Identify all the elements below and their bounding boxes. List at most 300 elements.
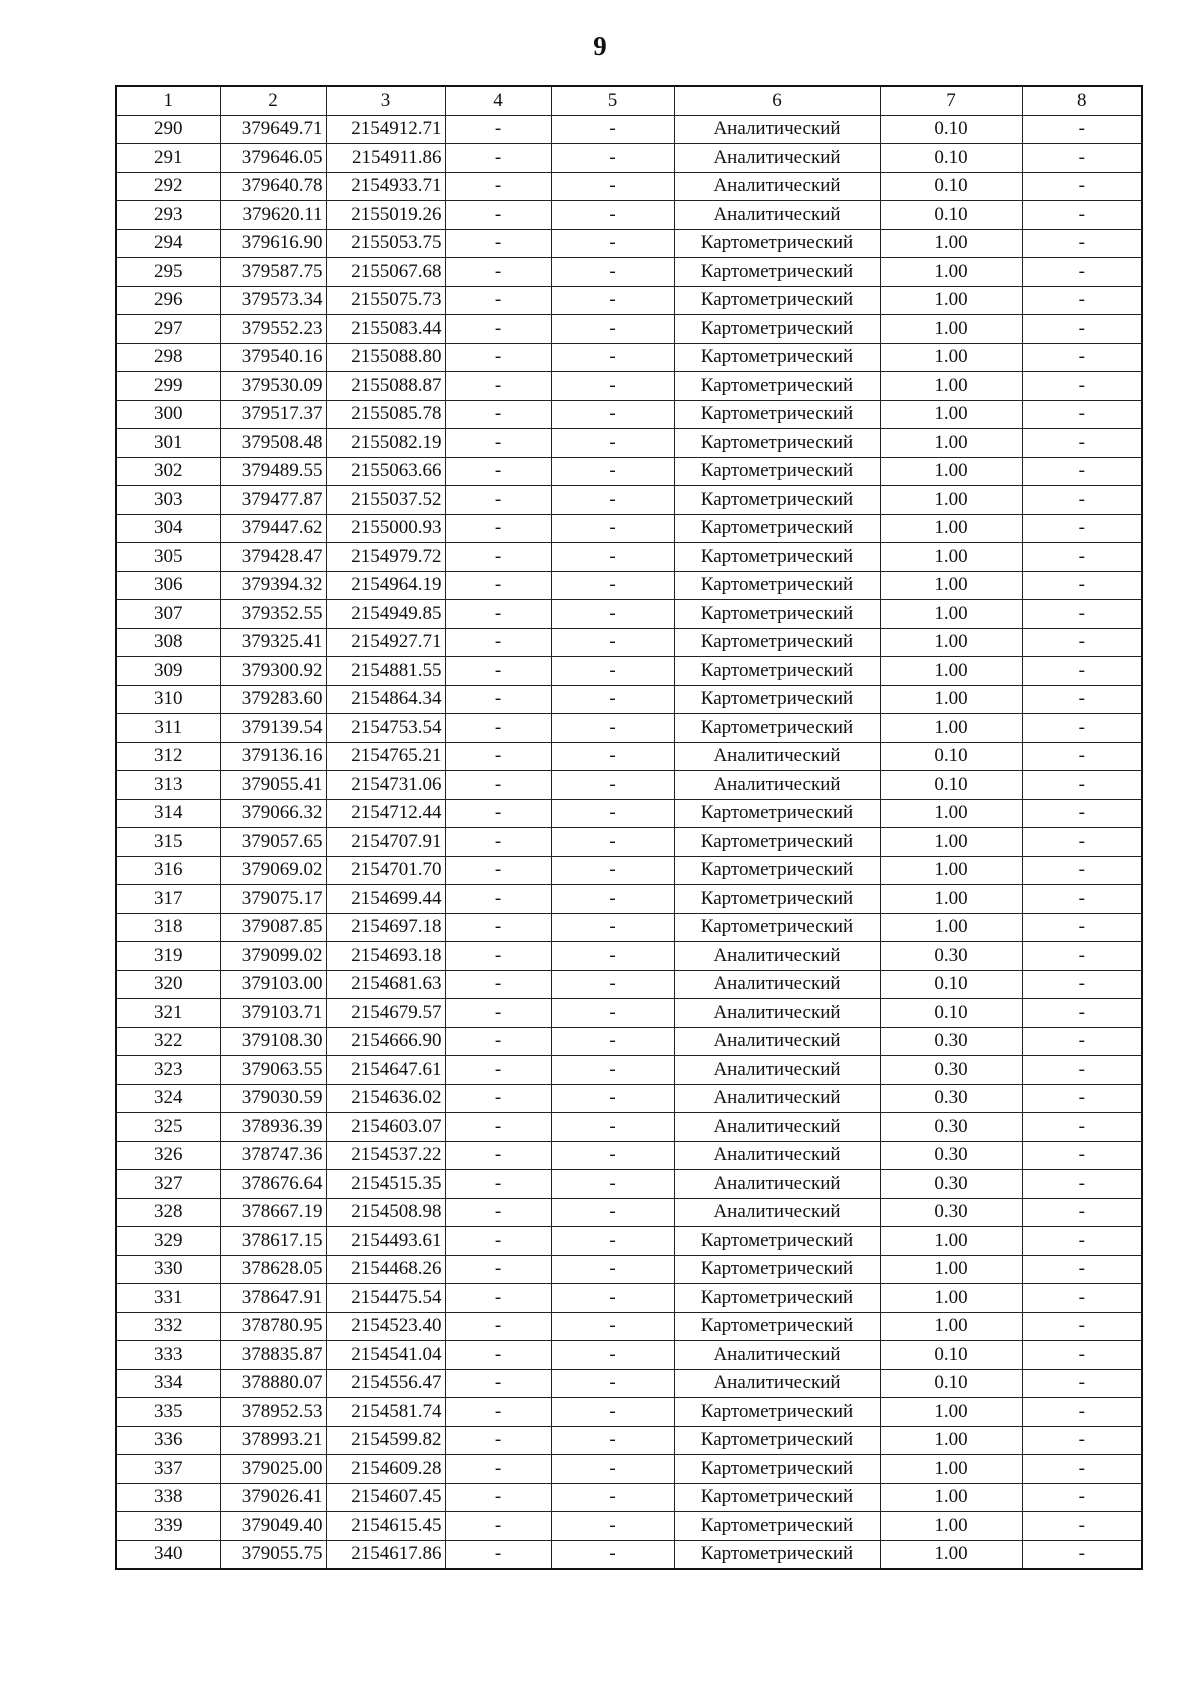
accuracy-cell: 1.00 [880,514,1022,543]
col4-cell: - [445,543,551,572]
col8-cell: - [1022,144,1142,173]
y-coordinate-cell: 2154541.04 [326,1341,445,1370]
table-row [116,600,1142,629]
accuracy-cell: 1.00 [880,856,1022,885]
method-cell: Картометрический [674,514,880,543]
col5-cell: - [551,1455,674,1484]
x-coordinate-cell: 379030.59 [220,1084,326,1113]
point-number-cell: 308 [116,628,220,657]
point-number-cell: 319 [116,942,220,971]
method-cell: Аналитический [674,942,880,971]
y-coordinate-cell: 2154609.28 [326,1455,445,1484]
col8-cell: - [1022,1398,1142,1427]
point-number-cell: 322 [116,1027,220,1056]
accuracy-cell: 1.00 [880,1540,1022,1569]
y-coordinate-cell: 2154636.02 [326,1084,445,1113]
col8-cell: - [1022,400,1142,429]
col4-cell: - [445,1369,551,1398]
col4-cell: - [445,828,551,857]
x-coordinate-cell: 379057.65 [220,828,326,857]
y-coordinate-cell: 2155075.73 [326,286,445,315]
table-row [116,714,1142,743]
table-row [116,1056,1142,1085]
table-row [116,1084,1142,1113]
point-number-cell: 293 [116,201,220,230]
col8-cell: - [1022,229,1142,258]
table-row [116,1426,1142,1455]
accuracy-cell: 1.00 [880,714,1022,743]
x-coordinate-cell: 379063.55 [220,1056,326,1085]
accuracy-cell: 0.10 [880,999,1022,1028]
accuracy-cell: 0.30 [880,1170,1022,1199]
y-coordinate-cell: 2154707.91 [326,828,445,857]
col5-cell: - [551,714,674,743]
y-coordinate-cell: 2154979.72 [326,543,445,572]
accuracy-cell: 1.00 [880,229,1022,258]
col5-cell: - [551,172,674,201]
col8-cell: - [1022,628,1142,657]
y-coordinate-cell: 2154617.86 [326,1540,445,1569]
y-coordinate-cell: 2154647.61 [326,1056,445,1085]
x-coordinate-cell: 379283.60 [220,685,326,714]
x-coordinate-cell: 378780.95 [220,1312,326,1341]
col8-cell: - [1022,543,1142,572]
method-cell: Картометрический [674,457,880,486]
col4-cell: - [445,315,551,344]
x-coordinate-cell: 379075.17 [220,885,326,914]
col4-cell: - [445,514,551,543]
x-coordinate-cell: 378628.05 [220,1255,326,1284]
table-row [116,1170,1142,1199]
table-row [116,1512,1142,1541]
x-coordinate-cell: 379428.47 [220,543,326,572]
table-row [116,1255,1142,1284]
x-coordinate-cell: 378936.39 [220,1113,326,1142]
accuracy-cell: 1.00 [880,1398,1022,1427]
y-coordinate-cell: 2154964.19 [326,571,445,600]
table-row [116,1540,1142,1569]
x-coordinate-cell: 378993.21 [220,1426,326,1455]
point-number-cell: 329 [116,1227,220,1256]
x-coordinate-cell: 378880.07 [220,1369,326,1398]
column-header: 3 [326,86,445,115]
table-row [116,1198,1142,1227]
col4-cell: - [445,1341,551,1370]
method-cell: Аналитический [674,1141,880,1170]
table-row [116,315,1142,344]
accuracy-cell: 0.30 [880,942,1022,971]
col5-cell: - [551,1312,674,1341]
col5-cell: - [551,258,674,287]
col8-cell: - [1022,942,1142,971]
col8-cell: - [1022,1170,1142,1199]
accuracy-cell: 1.00 [880,828,1022,857]
method-cell: Картометрический [674,400,880,429]
col5-cell: - [551,1027,674,1056]
y-coordinate-cell: 2155088.87 [326,372,445,401]
point-number-cell: 327 [116,1170,220,1199]
col8-cell: - [1022,885,1142,914]
accuracy-cell: 0.10 [880,771,1022,800]
col8-cell: - [1022,799,1142,828]
method-cell: Картометрический [674,486,880,515]
y-coordinate-cell: 2154515.35 [326,1170,445,1199]
x-coordinate-cell: 378835.87 [220,1341,326,1370]
col8-cell: - [1022,1084,1142,1113]
accuracy-cell: 1.00 [880,543,1022,572]
y-coordinate-cell: 2155019.26 [326,201,445,230]
method-cell: Аналитический [674,201,880,230]
x-coordinate-cell: 379517.37 [220,400,326,429]
point-number-cell: 333 [116,1341,220,1370]
method-cell: Картометрический [674,258,880,287]
y-coordinate-cell: 2155083.44 [326,315,445,344]
col8-cell: - [1022,1056,1142,1085]
point-number-cell: 299 [116,372,220,401]
accuracy-cell: 1.00 [880,486,1022,515]
y-coordinate-cell: 2155053.75 [326,229,445,258]
col5-cell: - [551,1540,674,1569]
col5-cell: - [551,885,674,914]
col4-cell: - [445,742,551,771]
method-cell: Аналитический [674,1198,880,1227]
x-coordinate-cell: 379477.87 [220,486,326,515]
point-number-cell: 321 [116,999,220,1028]
x-coordinate-cell: 379069.02 [220,856,326,885]
x-coordinate-cell: 379489.55 [220,457,326,486]
x-coordinate-cell: 379646.05 [220,144,326,173]
accuracy-cell: 0.30 [880,1027,1022,1056]
col8-cell: - [1022,657,1142,686]
col4-cell: - [445,771,551,800]
x-coordinate-cell: 379055.41 [220,771,326,800]
col8-cell: - [1022,115,1142,144]
point-number-cell: 302 [116,457,220,486]
col4-cell: - [445,799,551,828]
x-coordinate-cell: 379447.62 [220,514,326,543]
table-row [116,229,1142,258]
accuracy-cell: 0.10 [880,172,1022,201]
col5-cell: - [551,457,674,486]
y-coordinate-cell: 2154697.18 [326,913,445,942]
col5-cell: - [551,229,674,258]
col8-cell: - [1022,315,1142,344]
x-coordinate-cell: 379108.30 [220,1027,326,1056]
col4-cell: - [445,1113,551,1142]
col8-cell: - [1022,1483,1142,1512]
col4-cell: - [445,913,551,942]
col5-cell: - [551,799,674,828]
col8-cell: - [1022,1312,1142,1341]
col8-cell: - [1022,1027,1142,1056]
accuracy-cell: 1.00 [880,429,1022,458]
col4-cell: - [445,201,551,230]
col8-cell: - [1022,1512,1142,1541]
col8-cell: - [1022,714,1142,743]
x-coordinate-cell: 379103.71 [220,999,326,1028]
col4-cell: - [445,1426,551,1455]
x-coordinate-cell: 379136.16 [220,742,326,771]
col5-cell: - [551,1284,674,1313]
table-row [116,657,1142,686]
method-cell: Картометрический [674,1312,880,1341]
col5-cell: - [551,115,674,144]
y-coordinate-cell: 2155088.80 [326,343,445,372]
x-coordinate-cell: 379530.09 [220,372,326,401]
x-coordinate-cell: 379103.00 [220,970,326,999]
method-cell: Картометрический [674,913,880,942]
col8-cell: - [1022,201,1142,230]
table-row [116,571,1142,600]
method-cell: Картометрический [674,1512,880,1541]
accuracy-cell: 0.10 [880,201,1022,230]
accuracy-cell: 0.10 [880,115,1022,144]
point-number-cell: 294 [116,229,220,258]
point-number-cell: 314 [116,799,220,828]
x-coordinate-cell: 378617.15 [220,1227,326,1256]
table-row [116,457,1142,486]
accuracy-cell: 1.00 [880,799,1022,828]
col4-cell: - [445,1198,551,1227]
table-row [116,400,1142,429]
col5-cell: - [551,600,674,629]
point-number-cell: 318 [116,913,220,942]
accuracy-cell: 1.00 [880,885,1022,914]
y-coordinate-cell: 2154581.74 [326,1398,445,1427]
col4-cell: - [445,172,551,201]
y-coordinate-cell: 2155063.66 [326,457,445,486]
accuracy-cell: 1.00 [880,685,1022,714]
accuracy-cell: 1.00 [880,1284,1022,1313]
x-coordinate-cell: 379640.78 [220,172,326,201]
point-number-cell: 295 [116,258,220,287]
column-header: 5 [551,86,674,115]
table-row [116,1369,1142,1398]
y-coordinate-cell: 2154615.45 [326,1512,445,1541]
point-number-cell: 304 [116,514,220,543]
accuracy-cell: 1.00 [880,1426,1022,1455]
y-coordinate-cell: 2154493.61 [326,1227,445,1256]
accuracy-cell: 1.00 [880,1455,1022,1484]
point-number-cell: 301 [116,429,220,458]
table-row [116,1455,1142,1484]
col4-cell: - [445,1141,551,1170]
method-cell: Картометрический [674,429,880,458]
col5-cell: - [551,828,674,857]
col4-cell: - [445,144,551,173]
table-row [116,1284,1142,1313]
y-coordinate-cell: 2155067.68 [326,258,445,287]
table-row [116,742,1142,771]
col4-cell: - [445,628,551,657]
method-cell: Картометрический [674,229,880,258]
col5-cell: - [551,771,674,800]
method-cell: Аналитический [674,771,880,800]
col5-cell: - [551,400,674,429]
x-coordinate-cell: 379325.41 [220,628,326,657]
x-coordinate-cell: 379026.41 [220,1483,326,1512]
col8-cell: - [1022,828,1142,857]
col5-cell: - [551,1483,674,1512]
col8-cell: - [1022,771,1142,800]
x-coordinate-cell: 379616.90 [220,229,326,258]
point-number-cell: 335 [116,1398,220,1427]
col5-cell: - [551,1227,674,1256]
col8-cell: - [1022,172,1142,201]
point-number-cell: 332 [116,1312,220,1341]
col8-cell: - [1022,514,1142,543]
y-coordinate-cell: 2154912.71 [326,115,445,144]
method-cell: Картометрический [674,286,880,315]
y-coordinate-cell: 2154681.63 [326,970,445,999]
y-coordinate-cell: 2154693.18 [326,942,445,971]
col5-cell: - [551,571,674,600]
col8-cell: - [1022,1426,1142,1455]
x-coordinate-cell: 379049.40 [220,1512,326,1541]
accuracy-cell: 0.10 [880,970,1022,999]
table-row [116,372,1142,401]
table-row [116,828,1142,857]
table-row [116,685,1142,714]
x-coordinate-cell: 379352.55 [220,600,326,629]
accuracy-cell: 1.00 [880,286,1022,315]
col5-cell: - [551,429,674,458]
x-coordinate-cell: 379508.48 [220,429,326,458]
col5-cell: - [551,1398,674,1427]
method-cell: Картометрический [674,799,880,828]
point-number-cell: 311 [116,714,220,743]
col5-cell: - [551,1341,674,1370]
col4-cell: - [445,714,551,743]
y-coordinate-cell: 2154731.06 [326,771,445,800]
col5-cell: - [551,628,674,657]
method-cell: Аналитический [674,999,880,1028]
y-coordinate-cell: 2154927.71 [326,628,445,657]
table-row [116,514,1142,543]
point-number-cell: 309 [116,657,220,686]
point-number-cell: 292 [116,172,220,201]
col5-cell: - [551,742,674,771]
method-cell: Картометрический [674,1284,880,1313]
col5-cell: - [551,1113,674,1142]
col4-cell: - [445,657,551,686]
point-number-cell: 337 [116,1455,220,1484]
table-row [116,1398,1142,1427]
x-coordinate-cell: 378676.64 [220,1170,326,1199]
point-number-cell: 326 [116,1141,220,1170]
y-coordinate-cell: 2154701.70 [326,856,445,885]
y-coordinate-cell: 2154864.34 [326,685,445,714]
col4-cell: - [445,970,551,999]
y-coordinate-cell: 2154523.40 [326,1312,445,1341]
col5-cell: - [551,1084,674,1113]
y-coordinate-cell: 2154607.45 [326,1483,445,1512]
method-cell: Картометрический [674,828,880,857]
method-cell: Аналитический [674,144,880,173]
col8-cell: - [1022,1540,1142,1569]
table-row [116,1113,1142,1142]
header-row [116,86,1142,115]
col5-cell: - [551,856,674,885]
accuracy-cell: 0.10 [880,1341,1022,1370]
point-number-cell: 316 [116,856,220,885]
col4-cell: - [445,885,551,914]
y-coordinate-cell: 2154475.54 [326,1284,445,1313]
x-coordinate-cell: 379099.02 [220,942,326,971]
method-cell: Картометрический [674,543,880,572]
point-number-cell: 291 [116,144,220,173]
x-coordinate-cell: 379300.92 [220,657,326,686]
accuracy-cell: 1.00 [880,600,1022,629]
col8-cell: - [1022,1255,1142,1284]
accuracy-cell: 1.00 [880,1512,1022,1541]
x-coordinate-cell: 379587.75 [220,258,326,287]
table-row [116,885,1142,914]
col4-cell: - [445,400,551,429]
col5-cell: - [551,657,674,686]
accuracy-cell: 1.00 [880,628,1022,657]
col8-cell: - [1022,571,1142,600]
point-number-cell: 338 [116,1483,220,1512]
method-cell: Аналитический [674,115,880,144]
method-cell: Картометрический [674,343,880,372]
col4-cell: - [445,457,551,486]
col4-cell: - [445,1056,551,1085]
col4-cell: - [445,600,551,629]
col4-cell: - [445,942,551,971]
point-number-cell: 340 [116,1540,220,1569]
accuracy-cell: 0.30 [880,1056,1022,1085]
col4-cell: - [445,1027,551,1056]
table-row [116,201,1142,230]
col8-cell: - [1022,1113,1142,1142]
x-coordinate-cell: 379055.75 [220,1540,326,1569]
table-row [116,343,1142,372]
method-cell: Картометрический [674,315,880,344]
table-row [116,628,1142,657]
table-row [116,1027,1142,1056]
col8-cell: - [1022,429,1142,458]
point-number-cell: 336 [116,1426,220,1455]
method-cell: Аналитический [674,742,880,771]
y-coordinate-cell: 2154712.44 [326,799,445,828]
accuracy-cell: 0.30 [880,1141,1022,1170]
col5-cell: - [551,1369,674,1398]
point-number-cell: 324 [116,1084,220,1113]
table-row [116,942,1142,971]
col4-cell: - [445,999,551,1028]
col8-cell: - [1022,742,1142,771]
y-coordinate-cell: 2154508.98 [326,1198,445,1227]
col8-cell: - [1022,286,1142,315]
accuracy-cell: 1.00 [880,315,1022,344]
col8-cell: - [1022,970,1142,999]
y-coordinate-cell: 2154556.47 [326,1369,445,1398]
point-number-cell: 334 [116,1369,220,1398]
y-coordinate-cell: 2154666.90 [326,1027,445,1056]
x-coordinate-cell: 378667.19 [220,1198,326,1227]
col4-cell: - [445,1170,551,1199]
point-number-cell: 315 [116,828,220,857]
table-row [116,1312,1142,1341]
col4-cell: - [445,229,551,258]
accuracy-cell: 1.00 [880,372,1022,401]
method-cell: Аналитический [674,1113,880,1142]
point-number-cell: 331 [116,1284,220,1313]
point-number-cell: 290 [116,115,220,144]
col4-cell: - [445,1284,551,1313]
col4-cell: - [445,115,551,144]
